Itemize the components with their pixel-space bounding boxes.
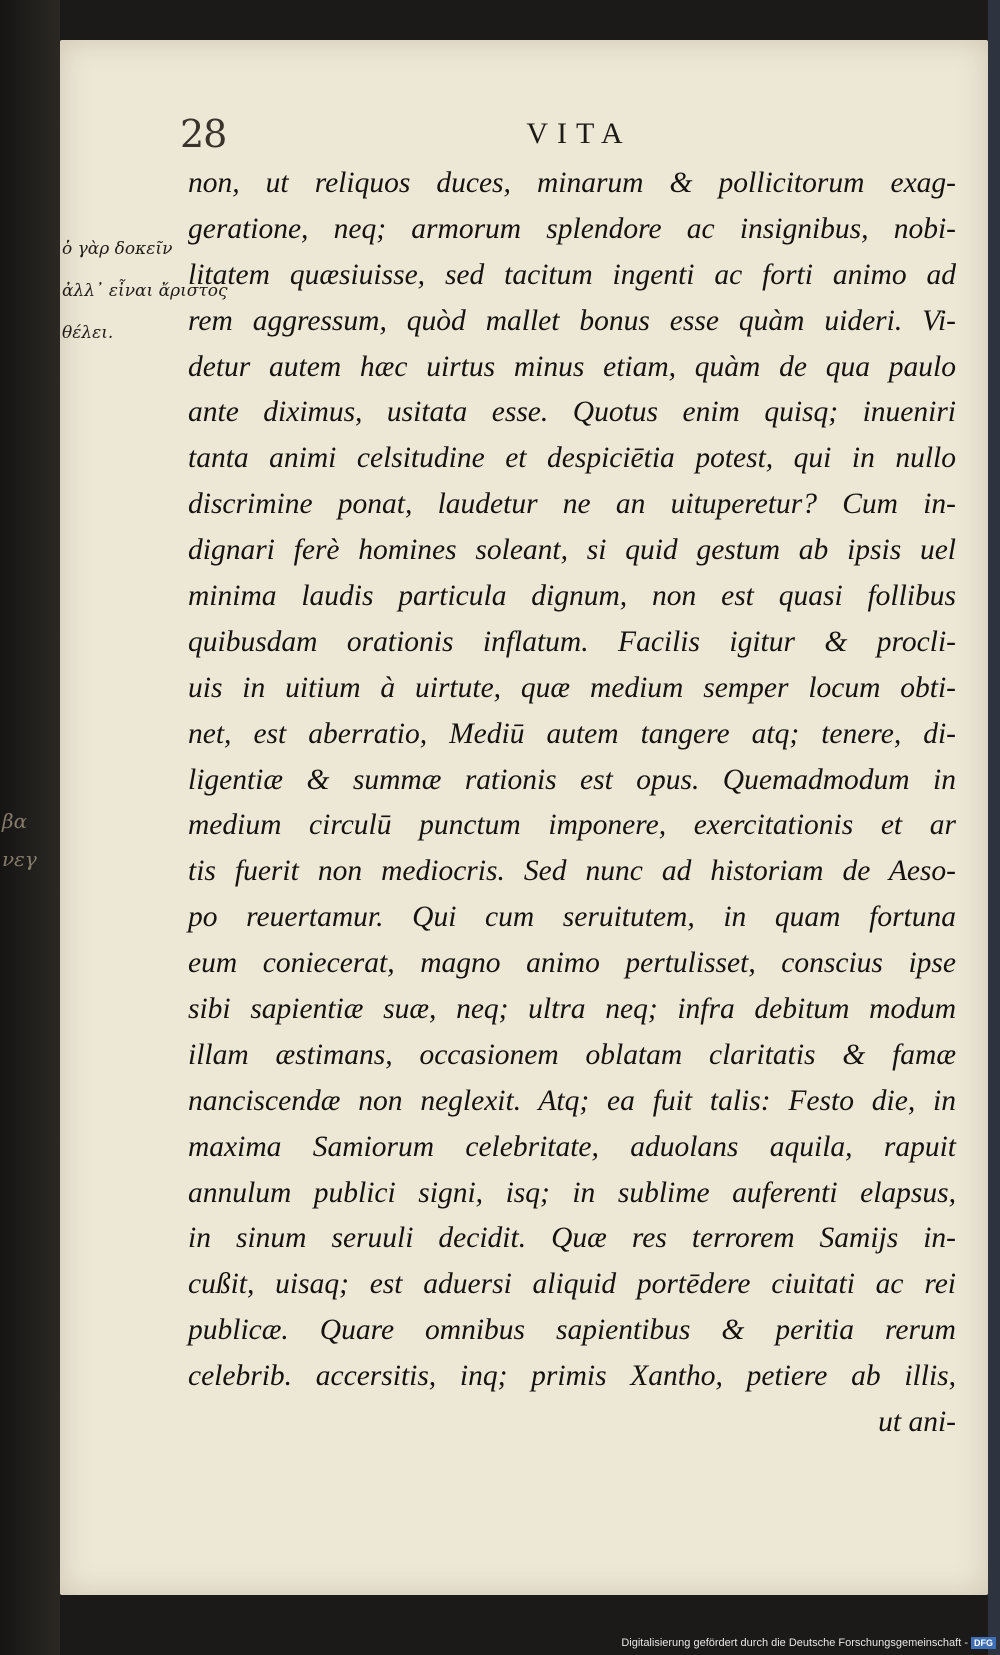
- dfg-logo: DFG: [971, 1637, 996, 1649]
- text-line: in sinum seruuli decidit. Quæ res terrorem Samijs in-: [188, 1222, 956, 1255]
- text-line: cußit, uisaq; est aduersi aliquid portēdere ciuitati ac rei: [188, 1268, 956, 1301]
- text-line: nanciscendæ non neglexit. Atq; ea fuit talis: Festo die, in: [188, 1084, 956, 1117]
- body-text: [188, 161, 956, 1446]
- text-line: net, est aberratio, Mediū autem tangere atq; tenere, di-: [188, 717, 956, 750]
- text-line: publicæ. Quare omnibus sapientibus & peritia rerum: [188, 1314, 956, 1347]
- text-line: medium circulū punctum imponere, exercitationis et ar: [188, 809, 956, 842]
- text-line: ligentiæ & summæ rationis est opus. Quemadmodum in: [188, 763, 956, 796]
- text-line: minima laudis particula dignum, non est quasi follibus: [188, 580, 956, 613]
- marginal-annotation-line: θέλει.: [62, 323, 114, 343]
- text-line: eum coniecerat, magno animo pertulisset, conscius ipse: [188, 947, 956, 980]
- text-line: ante diximus, usitata esse. Quotus enim quisq; inueniri: [188, 396, 956, 429]
- text-line: tanta animi celsitudine et despiciētia potest, qui in nullo: [188, 442, 956, 475]
- text-line: dignari ferè homines soleant, si quid gestum ab ipsis uel: [188, 534, 956, 567]
- text-line: maxima Samiorum celebritate, aduolans aquila, rapuit: [188, 1130, 956, 1163]
- adjacent-page-edge: [0, 0, 60, 1655]
- digitization-credit: [621, 1637, 996, 1649]
- book-page: [60, 40, 988, 1595]
- text-line: geratione, neq; armorum splendore ac insignibus, nobi-: [188, 212, 956, 245]
- marginal-annotation: [62, 228, 228, 354]
- text-line: annulum publici signi, isq; in sublime auferenti elapsus,: [188, 1176, 956, 1209]
- text-line: discrimine ponat, laudetur ne an uituperetur? Cum in-: [188, 488, 956, 521]
- text-line: uis in uitium à uirtute, quæ medium semper locum obti-: [188, 671, 956, 704]
- text-line: quibusdam orationis inflatum. Facilis igitur & procli-: [188, 625, 956, 658]
- page-number: 28: [180, 112, 227, 156]
- running-head: VITA: [526, 117, 632, 150]
- text-line: detur autem hæc uirtus minus etiam, quàm de qua paulo: [188, 350, 956, 383]
- text-line: litatem quæsiuisse, sed tacitum ingenti ac forti animo ad: [188, 258, 956, 291]
- text-line: po reuertamur. Qui cum seruitutem, in quam fortuna: [188, 901, 956, 934]
- text-line: non, ut reliquos duces, minarum & pollicitorum exag-: [188, 167, 956, 199]
- adjacent-page-fragment: βα: [2, 809, 28, 833]
- text-line: rem aggressum, quòd mallet bonus esse quàm uideri. Vi-: [188, 304, 956, 337]
- text-line: sibi sapientiæ suæ, neq; ultra neq; infra debitum modum: [188, 993, 956, 1026]
- adjacent-page-fragment: νεγ: [2, 847, 37, 871]
- text-line: illam æstimans, occasionem oblatam claritatis & famæ: [188, 1038, 956, 1071]
- digitization-credit-text: Digitalisierung gefördert durch die Deutsche Forschungsgemeinschaft -: [621, 1637, 968, 1649]
- book-cover-edge: [988, 0, 1000, 1655]
- marginal-annotation-line: ὁ γὰρ δοκεῖν: [62, 239, 173, 259]
- text-line: celebrib. accersitis, inq; primis Xantho, petiere ab illis,: [188, 1360, 956, 1393]
- text-line: tis fuerit non mediocris. Sed nunc ad historiam de Aeso-: [188, 855, 956, 888]
- marginal-annotation-line: ἀλλ᾽ εἶναι ἄριστος: [62, 281, 228, 301]
- catchword-line: ut ani-: [878, 1406, 956, 1439]
